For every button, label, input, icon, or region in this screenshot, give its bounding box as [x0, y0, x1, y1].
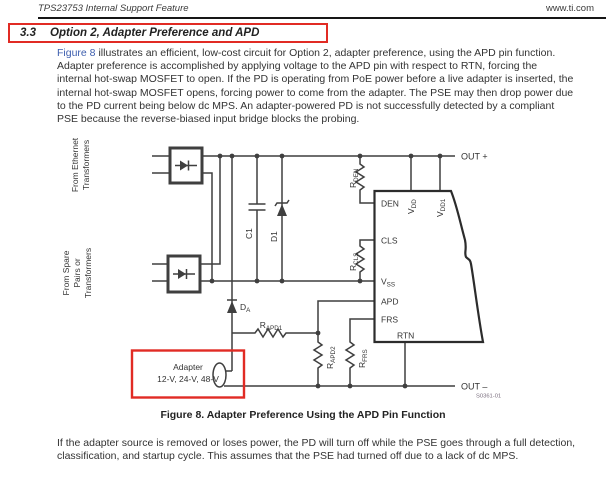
label-from-spare-3: Transformers	[83, 247, 93, 299]
section-title: Option 2, Adapter Preference and APD	[50, 27, 260, 39]
figure-code: S0361-01	[476, 393, 502, 400]
label-from-ethernet-2: Transformers	[81, 139, 91, 191]
label-rapd2: $R_{APD2}$	[325, 346, 337, 369]
label-out-minus: OUT –	[461, 381, 488, 392]
label-da: $D_A$	[240, 302, 251, 314]
closing-paragraph: If the adapter source is removed or loses power, the PD will turn off while the PSE goes through a full detection, classification, and startup cycle. This assumes that the PSE had turned off due to a lack of dc MPS.	[57, 437, 576, 463]
pin-label-cls: CLS	[381, 235, 398, 246]
pin-label-vss: $V_{SS}$	[381, 276, 396, 289]
label-from-spare-1: From Spare	[61, 250, 71, 296]
section-number: 3.3	[20, 27, 36, 39]
label-rden: $R_{DEN}$	[348, 168, 360, 188]
label-from-ethernet-1: From Ethernet	[70, 137, 80, 193]
annotation-box-heading	[8, 23, 328, 43]
label-d1: D1	[269, 231, 279, 242]
label-rcls: $R_{CLS}$	[348, 252, 360, 271]
pin-label-vdd1: $V_{DD1}$	[435, 198, 447, 217]
label-rapd1: $R_{APD1}$	[259, 320, 283, 332]
label-adapter-1: Adapter	[173, 362, 203, 372]
intro-paragraph-text: illustrates an efficient, low-cost circuit for Option 2, adapter preference, using the APD pin function. Adapter preference is accomplished by applying voltage to the APD pin with respect to RTN, forcing the internal hot-swap MOSFET to open. If the PD is operating from PoE power before a live adapter is inserted, the internal hot-swap MOSFET opens, forcing power to come from the adapter. The PSE may then drop power due to the PD current being below dc MPS. An adapter-powered PD is not successfully detected by a compliant PSE because the reverse-biased input bridge blocks the probing.	[57, 47, 574, 126]
da-diode-icon	[227, 300, 237, 313]
label-c1: C1	[244, 228, 254, 239]
pin-label-den: DEN	[381, 198, 399, 209]
pin-label-rtn: RTN	[397, 330, 415, 341]
label-out-plus: OUT +	[461, 151, 488, 162]
intro-paragraph	[57, 47, 574, 126]
figure-caption: Figure 8. Adapter Preference Using the APD Pin Function	[160, 409, 446, 421]
label-rfrs: $R_{FRS}$	[357, 349, 369, 368]
header-site-link[interactable]: www.ti.com	[545, 3, 594, 14]
label-adapter-2: 12-V, 24-V, 48-V	[157, 374, 219, 384]
label-from-spare-2: Pairs or	[72, 258, 82, 288]
d1-zener-icon	[275, 200, 289, 216]
pin-label-vdd: $V_{DD}$	[406, 199, 418, 214]
figure-8-link[interactable]: Figure 8	[57, 47, 96, 59]
figure-8-schematic	[0, 130, 606, 408]
input-bridge-ethernet	[170, 148, 202, 183]
pin-label-apd: APD	[381, 296, 399, 307]
input-bridge-spare	[168, 256, 200, 292]
pin-label-frs: FRS	[381, 314, 398, 325]
header-doc-title: TPS23753 Internal Support Feature	[38, 3, 189, 14]
header-rule	[38, 17, 606, 19]
